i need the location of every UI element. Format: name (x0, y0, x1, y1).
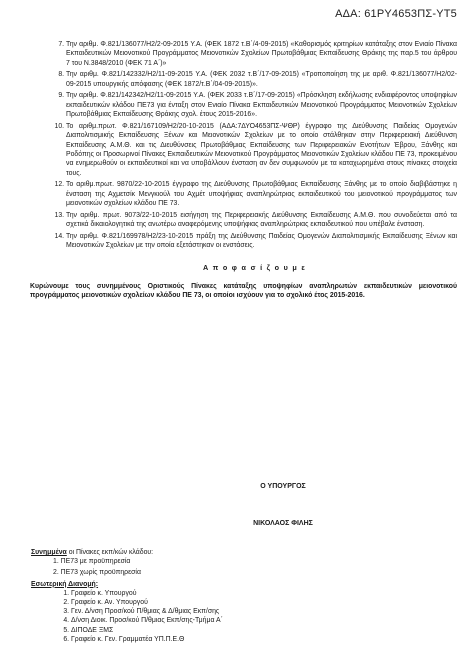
attached-list (31, 557, 223, 577)
ada-code: ΑΔΑ: 61ΡΥ4653ΠΣ-ΥΤ5 (335, 8, 457, 20)
internal-label: Εσωτερική Διανομή: (31, 580, 99, 588)
internal-item: 6. Γραφείο κ. Γεν. Γραμματέα ΥΠ.Π.Ε.Θ (71, 635, 223, 644)
legal-basis-item: 10. Το αριθμ.πρωτ. Φ.821/167109/Η2/20-10-2015 (ΑΔΑ:7ΔΥΟ4653ΠΣ-ΨΘΡ) έγγραφο της Διεύθυνσης Παιδείας Ομογενών Διαπολιτισμικής Εκπαίδευσης Ξένων και Μειονοτικών Σχολείων με το οποίο στάλθηκαν στην Περιφερειακή Διεύθυνση Εκπαίδευσης Α.Μ.Θ. και τις Διευθύνσεις Πρωτοβάθμιας Εκπαίδευσης των Περιφερειακών Ενοτήτων Έβρου, Ξάνθης και Ροδόπης οι Προσωρινοί Πίνακες Εκπαιδευτικών Μειονοτικού Προγράμματος Μειονοτικών Σχολείων κλάδου ΠΕ 73, προκειμένου να ενημερωθούν οι εκπαιδευτικοί και να υποβάλλουν ένσταση αν δεν συμφωνούν με τα καταχωρημένα στους πίνακες στοιχεία τους. (66, 122, 457, 178)
legal-basis-item: 9. Την αριθμ. Φ.821/142342/Η2/11-09-2015 Υ.Α. (ΦΕΚ 2033 τ.Β΄/17-09-2015) «Πρόσκληση εκδήλωσης ενδιαφέροντος υποψηφίων εκπαιδευτικών κλάδου ΠΕ73 για ένταξη στον Ενιαίο Πίνακα Εκπαιδευτικών Μειονοτικού Προγράμματος Μειονοτικών Σχολείων Πρωτοβάθμιας Εκπαίδευσης Θράκης σχολ. έτους 2015-2016». (66, 91, 457, 119)
internal-distribution-list (31, 589, 223, 644)
internal-item: 3. Γεν. Δ/νση Προσ/κού Π/θμιας & Δ/θμιας Εκπ/σης (71, 607, 223, 616)
attached-item: 1. ΠΕ73 με προϋπηρεσία (53, 558, 131, 566)
internal-item: 4. Δ/νση Διοικ. Προσ/κού Π/θμιας Εκπ/σης-Τμήμα Α΄ (71, 616, 223, 625)
internal-item: 1. Γραφείο κ. Υπουργού (71, 589, 223, 598)
decision-heading: Α π ο φ α σ ί ζ ο υ μ ε (202, 262, 307, 272)
attached-item: 2. ΠΕ73 χωρίς προϋπηρεσία (53, 569, 141, 577)
legal-basis-list (52, 40, 457, 251)
legal-basis-item: 12. Το αριθμ.πρωτ. 9870/22-10-2015 έγγραφο της Διεύθυνσης Πρωτοβάθμιας Εκπαίδευσης Ξάνθης με το οποίο διαβιβάστηκε η ένσταση της Αχμετσίκ Μενγκιούλ του Αχμέτ υποψήφιας αναπληρώτριας εκπαιδευτικού του μειονοτικού προγράμματος των μειονοτικών σχολείων κλάδου ΠΕ 73. (66, 180, 457, 208)
internal-item: 5. ΔΙΠΟΔΕ ΞΜΣ (71, 626, 223, 635)
internal-item: 2. Γραφείο κ. Αν. Υπουργού (71, 598, 223, 607)
signer-title: Ο ΥΠΟΥΡΓΟΣ (260, 483, 306, 490)
signer-name: ΝΙΚΟΛΑΟΣ ΦΙΛΗΣ (253, 520, 313, 527)
legal-basis-item: 8. Την αριθμ. Φ.821/142332/Η2/11-09-2015 Υ.Α. (ΦΕΚ 2032 τ.Β΄/17-09-2015) «Τροποποίηση της με αριθ. Φ.821/136077/Η2/02-09-2015 υπουργικής απόφασης (ΦΕΚ 1872/τ.Β΄/04-09-2015)». (66, 70, 457, 89)
attached-heading (31, 548, 223, 557)
attached-suffix: οι Πίνακες εκπ/κών κλάδου: (66, 549, 154, 556)
attached-label: Συνημμένα (31, 549, 67, 556)
legal-basis-item: 14. Την αριθμ. Φ.821/169978/Η2/23-10-2015 πράξη της Διεύθυνσης Παιδείας Ομογενών Διαπολιτισμικής Εκπαίδευσης Ξένων και Μειονοτικών Σχολείων με την οποία εξετάστηκαν οι ενστάσεις. (66, 232, 457, 251)
decision-text: Κυρώνουμε τους συνημμένους Οριστικούς Πίνακες κατάταξης υποψηφίων αναπληρωτών εκπαιδευτικών μειονοτικού προγράμματος μειονοτικών σχολείων κλάδου ΠΕ 73, οι οποίοι ισχύουν για το σχολικό έτος 2015-2016. (30, 283, 457, 300)
legal-basis-item: 7. Την αριθμ. Φ.821/136077/Η2/2-09-2015 Υ.Α. (ΦΕΚ 1872 τ.Β΄/4-09-2015) «Καθορισμός κριτηρίων κατάταξης στον Ενιαίο Πίνακα Εκπαιδευτικών Μειονοτικού Προγράμματος Μειονοτικών Σχολείων Πρωτοβάθμιας Εκπαίδευσης Θράκης της παρ.5 του άρθρου 7 του Ν.3848/2010 (ΦΕΚ 71 Α΄)» (66, 40, 457, 68)
document-body (30, 40, 457, 301)
legal-basis-item: 13. Την αριθμ. πρωτ. 9073/22-10-2015 εισήγηση της Περιφερειακής Διεύθυνσης Εκπαίδευσης Α.Μ.Θ. που συνοδεύεται από τα σχετικά δικαιολογητικά της ανωτέρω αναφερόμενης υποψήφιας αναπληρώτριας εκπαιδευτικού που υπέβαλε ένσταση. (66, 211, 457, 230)
internal-heading (31, 580, 223, 589)
distribution-section (31, 548, 223, 644)
